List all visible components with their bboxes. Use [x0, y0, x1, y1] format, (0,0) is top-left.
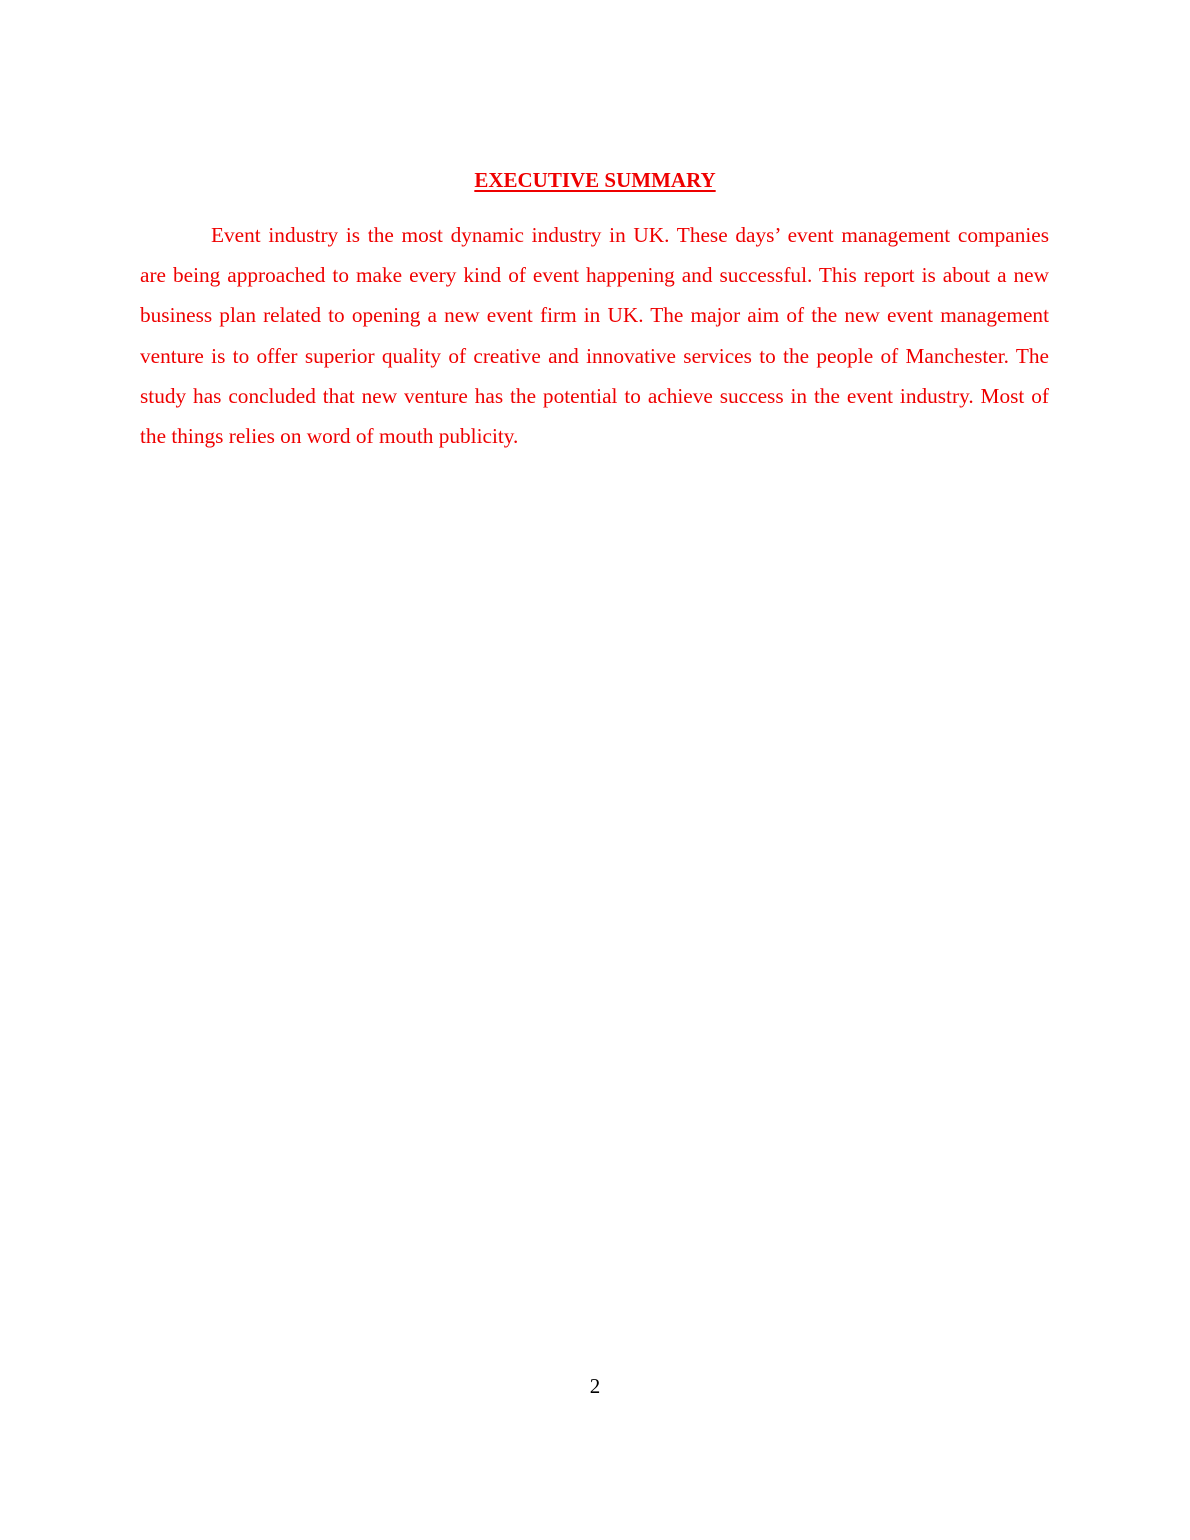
page-number: 2 — [589, 1374, 601, 1398]
summary-paragraph: Event industry is the most dynamic industry in UK. These days’ event management companies are being approached to make every kind of event happening and successful. This report is about a new business plan related to opening a new event firm in UK. The major aim of the new event management venture is to offer superior quality of creative and innovative services to the people of Manchester. The study has concluded that new venture has the potential to achieve success in the event industry. Most of the things relies on word of mouth publicity. — [140, 223, 1049, 449]
section-heading: EXECUTIVE SUMMARY — [474, 168, 716, 192]
